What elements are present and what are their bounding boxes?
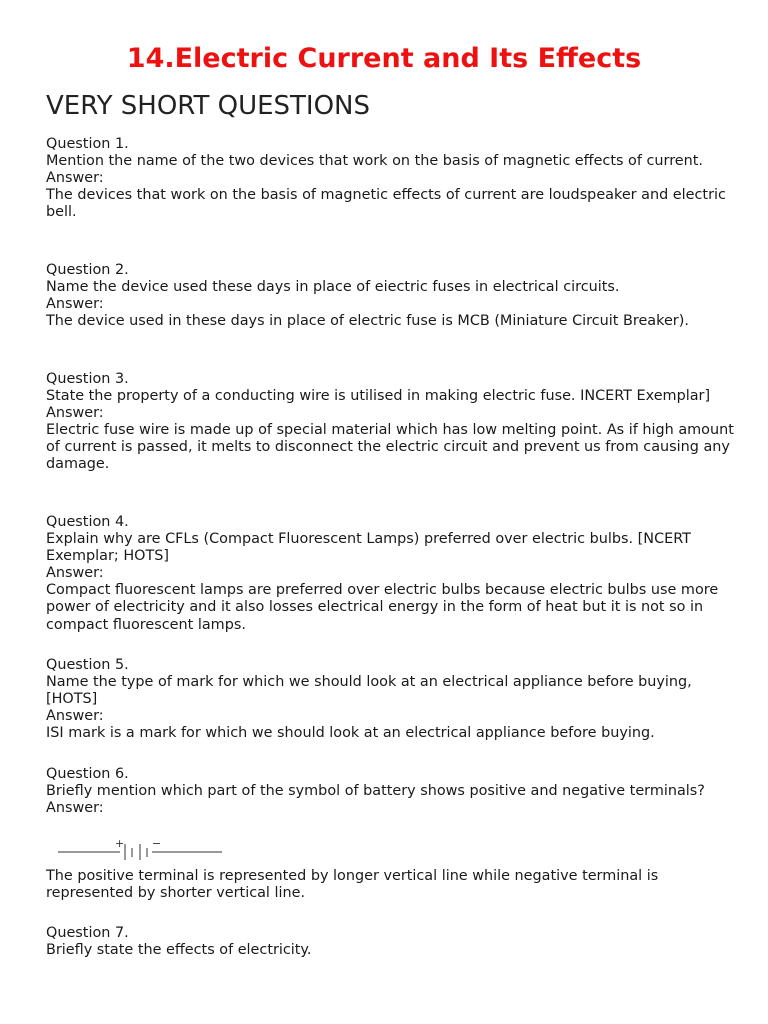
question-text: Name the device used these days in place of eiectric fuses in electrical circuits.	[46, 279, 620, 296]
question-block-6-answer	[46, 868, 736, 902]
answer-label: Answer:	[46, 708, 104, 725]
answer-text: ISI mark is a mark for which we should look at an electrical appliance before buying.	[46, 725, 655, 742]
question-block-1	[46, 136, 736, 221]
question-text: Mention the name of the two devices that work on the basis of magnetic effects of current.	[46, 153, 703, 170]
question-text: State the property of a conducting wire is utilised in making electric fuse. INCERT Exemplar]	[46, 388, 711, 405]
answer-text: Electric fuse wire is made up of special material which has low melting point. As if high amount of current is passed, it melts to disconnect the electric circuit and prevent us from causing any damage.	[46, 422, 734, 473]
question-text: Briefly mention which part of the symbol of battery shows positive and negative terminals?	[46, 783, 705, 800]
answer-label: Answer:	[46, 170, 104, 187]
question-block-5	[46, 657, 736, 742]
section-heading: VERY SHORT QUESTIONS	[46, 91, 370, 121]
answer-label: Answer:	[46, 800, 104, 817]
answer-label: Answer:	[46, 565, 104, 582]
answer-label: Answer:	[46, 296, 104, 313]
answer-text: The device used in these days in place of electric fuse is MCB (Miniature Circuit Breaker).	[46, 313, 689, 330]
question-block-6	[46, 766, 736, 817]
question-block-7	[46, 925, 736, 959]
question-text: Explain why are CFLs (Compact Fluorescent Lamps) preferred over electric bulbs. [NCERT Exemplar; HOTS]	[46, 531, 691, 565]
positive-sign: +	[115, 837, 125, 850]
page-title: 14.Electric Current and Its Effects	[126, 43, 642, 74]
battery-symbol-figure	[56, 836, 226, 866]
question-block-2	[46, 262, 736, 330]
question-block-4	[46, 514, 736, 634]
question-text: Briefly state the effects of electricity.	[46, 942, 312, 959]
answer-text: The devices that work on the basis of magnetic effects of current are loudspeaker and electric bell.	[46, 187, 726, 221]
question-label: Question 4.	[46, 514, 129, 530]
answer-text: Compact fluorescent lamps are preferred over electric bulbs because electric bulbs use more power of electricity and it also losses electrical energy in the form of heat but it is not so in compact fluorescent lamps.	[46, 582, 719, 633]
question-text: Name the type of mark for which we should look at an electrical appliance before buying, [HOTS]	[46, 674, 692, 708]
question-label: Question 3.	[46, 371, 129, 387]
question-label: Question 1.	[46, 136, 129, 152]
question-label: Question 5.	[46, 657, 129, 673]
question-label: Question 6.	[46, 766, 129, 782]
answer-label: Answer:	[46, 405, 104, 422]
question-label: Question 7.	[46, 925, 129, 941]
negative-sign: −	[152, 837, 162, 850]
question-block-3	[46, 371, 736, 474]
question-label: Question 2.	[46, 262, 129, 278]
answer-text: The positive terminal is represented by longer vertical line while negative terminal is represented by shorter vertical line.	[46, 868, 659, 902]
